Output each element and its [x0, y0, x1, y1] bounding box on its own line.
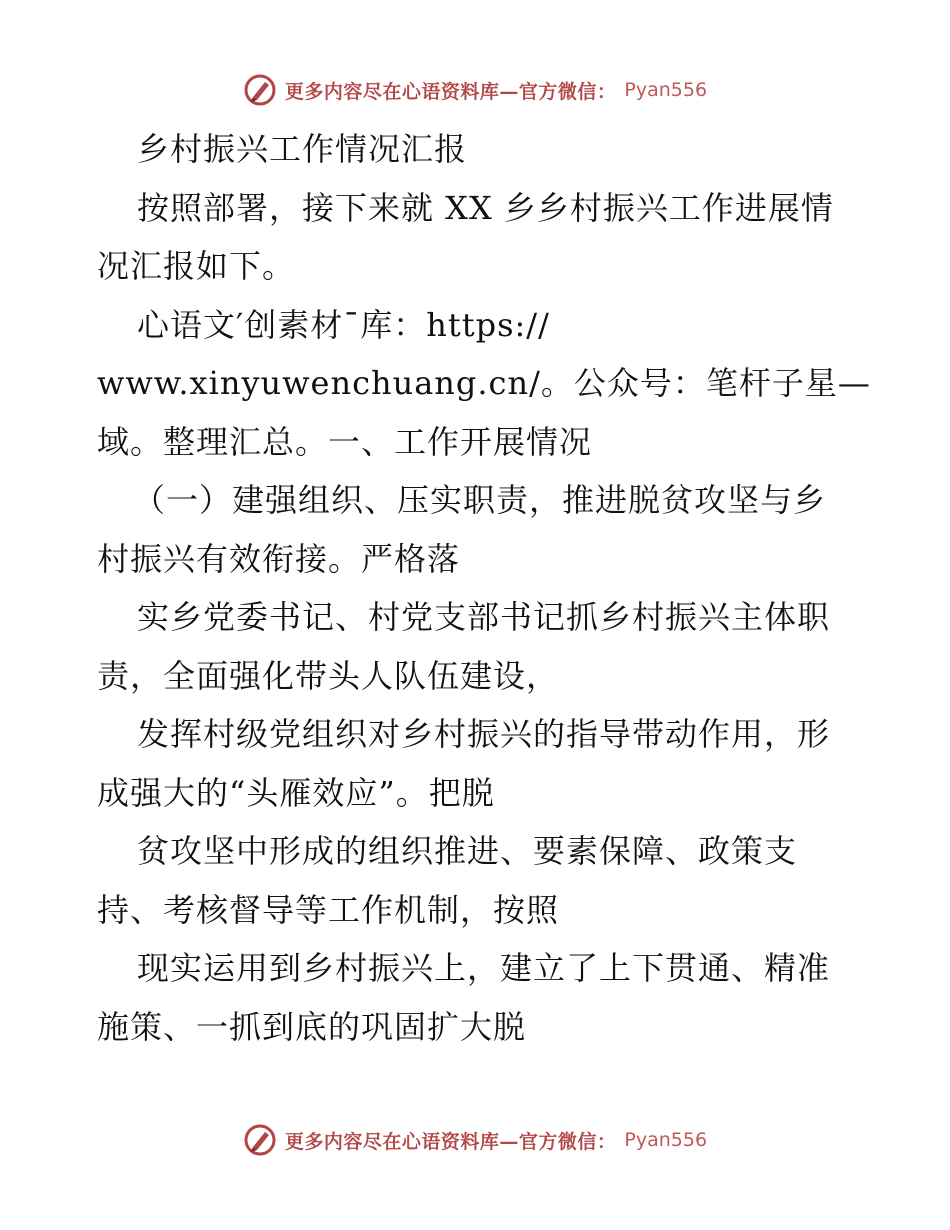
doc-line: 况汇报如下。: [97, 247, 296, 285]
header-banner: [0, 70, 950, 110]
document-body: [97, 120, 871, 1056]
banner-contact: Pyan556: [624, 79, 708, 101]
doc-line: 持、考核督导等工作机制，按照: [97, 890, 560, 929]
doc-line: 村振兴有效衔接。严格落: [97, 539, 461, 578]
footer-banner: [0, 1120, 950, 1160]
doc-line: 贫攻坚中形成的组织推进、要素保障、政策支: [137, 832, 798, 870]
doc-line: 实乡党委书记、村党支部书记抓乡村振兴主体职: [137, 598, 831, 636]
doc-line: 按照部署，接下来就 XX 乡乡村振兴工作进展情: [137, 188, 834, 227]
doc-title: 乡村振兴工作情况汇报: [137, 130, 468, 168]
banner-text: 更多内容尽在心语资料库—官方微信：: [284, 1130, 617, 1153]
doc-line: （一）建强组织、压实职责，推进脱贫攻坚与乡: [133, 481, 827, 519]
banner-contact: Pyan556: [624, 1129, 708, 1151]
doc-line: 发挥村级党组织对乡村振兴的指导带动作用，形: [137, 715, 831, 753]
pen-logo-icon: [243, 1123, 277, 1157]
banner-text: 更多内容尽在心语资料库—官方微信：: [284, 80, 617, 103]
doc-line: 成强大的“头雁效应”。把脱: [97, 773, 495, 812]
pen-logo-icon: [243, 73, 277, 107]
doc-line: 心语文′创素材¯库：https://: [137, 305, 550, 344]
doc-line: 施策、一抓到底的巩固扩大脱: [97, 1007, 527, 1046]
doc-line: www.xinyuwenchuang.cn/。公众号：笔杆子星—: [97, 364, 871, 402]
doc-line: 域。整理汇总。一、工作开展情况: [97, 422, 593, 461]
doc-line: 责，全面强化带头人队伍建设，: [97, 656, 560, 695]
doc-line: 现实运用到乡村振兴上，建立了上下贯通、精准: [137, 949, 831, 987]
